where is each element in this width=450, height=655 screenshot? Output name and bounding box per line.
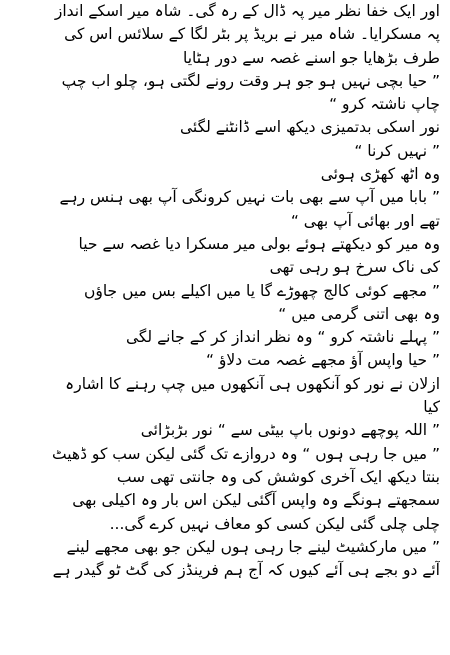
text-line-6: نور اسکی بدتمیزی دیکھ اسے ڈانٹنے لگئی [179,118,440,137]
text-line-1: اور ایک خفا نظر میر پہ ڈال کے رہ گی۔ شاہ میر اسکے انداز [54,2,440,20]
text-line-15: ” پہلے ناشتہ کرو “ وہ نظر انداز کر کے جانے لگی [125,328,440,347]
text-line-23: چلی چلی گئی لیکن کسی کو معاف نہیں کرے گی... [109,514,440,533]
text-line-16: ” حیا واپس آؤ مجھے غصہ مت دلاؤ “ [205,351,440,370]
text-line-5: چاپ ناشتہ کرو “ [329,95,440,114]
text-line-10: تھے اور بھائی آپ بھی “ [290,211,440,230]
text-line-18: کیا [423,398,440,417]
text-line-17: ازلان نے نور کو آنکھوں ہی آنکھوں میں چپ رہنے کا اشارہ [65,374,440,393]
text-line-7: ” نہیں کرنا “ [354,141,440,160]
text-line-3: طرف بڑھایا جو اسنے غصہ سے دور ہٹایا [183,48,440,67]
text-line-12: کی ناک سرخ ہو رہی تھی [269,258,440,277]
text-line-20: ” میں جا رہی ہوں “ وہ دروازے تک گئی لیکن سب کو ڈھیٹ [52,444,440,463]
text-line-19: ” اللہ پوچھے دونوں باپ بیٹی سے “ نور بڑبڑائی [140,421,440,440]
text-line-21: بنتا دیکھ ایک آخری کوشش کی وہ جانتی تھی سب [116,467,440,486]
text-line-25: آئے دو بجے ہی آئے کیوں کہ آج ہم فرینڈز کی گٹ ٹو گیدر ہے [52,561,440,580]
text-line-11: وہ میر کو دیکھتے ہوئے بولی میر مسکرا دیا غصہ سے حیا [78,234,440,253]
text-line-8: وہ اٹھ کھڑی ہوئی [320,165,440,184]
text-line-14: وہ بھی اتنی گرمی میں “ [278,304,440,323]
text-line-9: ” بابا میں آپ سے بھی بات نہیں کرونگی آپ بھی ہنس رہے [59,188,440,207]
text-line-4: ” حیا بچی نہیں ہو جو ہر وقت رونے لگتی ہو، چلو اب چپ [61,71,440,90]
text-line-2: پہ مسکرایا۔ شاہ میر نے بریڈ پر بٹر لگا کے سلائس اس کی [64,25,440,44]
text-line-24: ” میں مارکشیٹ لینے جا رہی ہوں لیکن جو بھی مجھے لینے [66,537,440,556]
text-line-13: ” مجھے کوئی کالج چھوڑے گا یا میں اکیلے بس میں جاؤں [83,281,440,300]
text-line-22: سمجھتے ہونگے وہ واپس آگئی لیکن اس بار وہ اکیلی بھی [72,491,440,510]
